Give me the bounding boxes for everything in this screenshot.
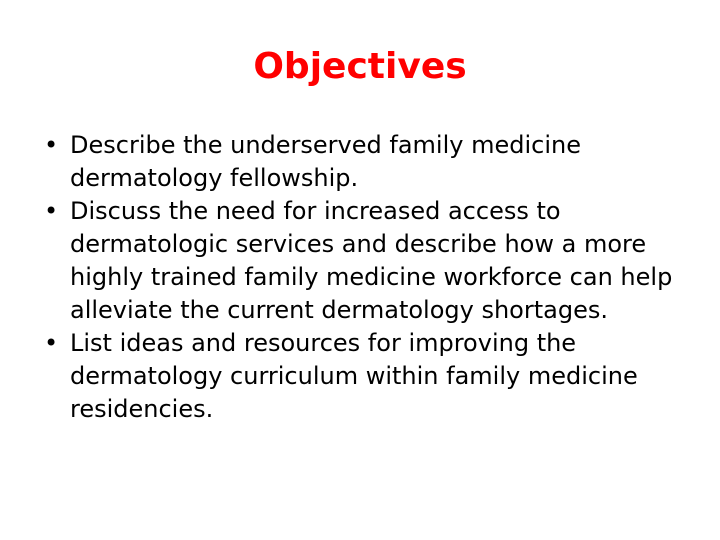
bullet-text: Discuss the need for increased access to dermatologic services and describe how a more highly trained family medicine workforce can help alleviate the current dermatology shortages. (70, 197, 673, 324)
list-item (44, 195, 694, 327)
slide-title: Objectives (253, 46, 467, 87)
bullet-text: List ideas and resources for improving the dermatology curriculum within family medicine residencies. (70, 329, 638, 423)
bullet-text: Describe the underserved family medicine dermatology fellowship. (70, 131, 581, 192)
objectives-list (44, 129, 694, 426)
bullet-icon: • (44, 131, 59, 159)
bullet-icon: • (44, 197, 59, 225)
list-item (44, 129, 694, 195)
bullet-icon: • (44, 329, 59, 357)
list-item (44, 327, 694, 426)
